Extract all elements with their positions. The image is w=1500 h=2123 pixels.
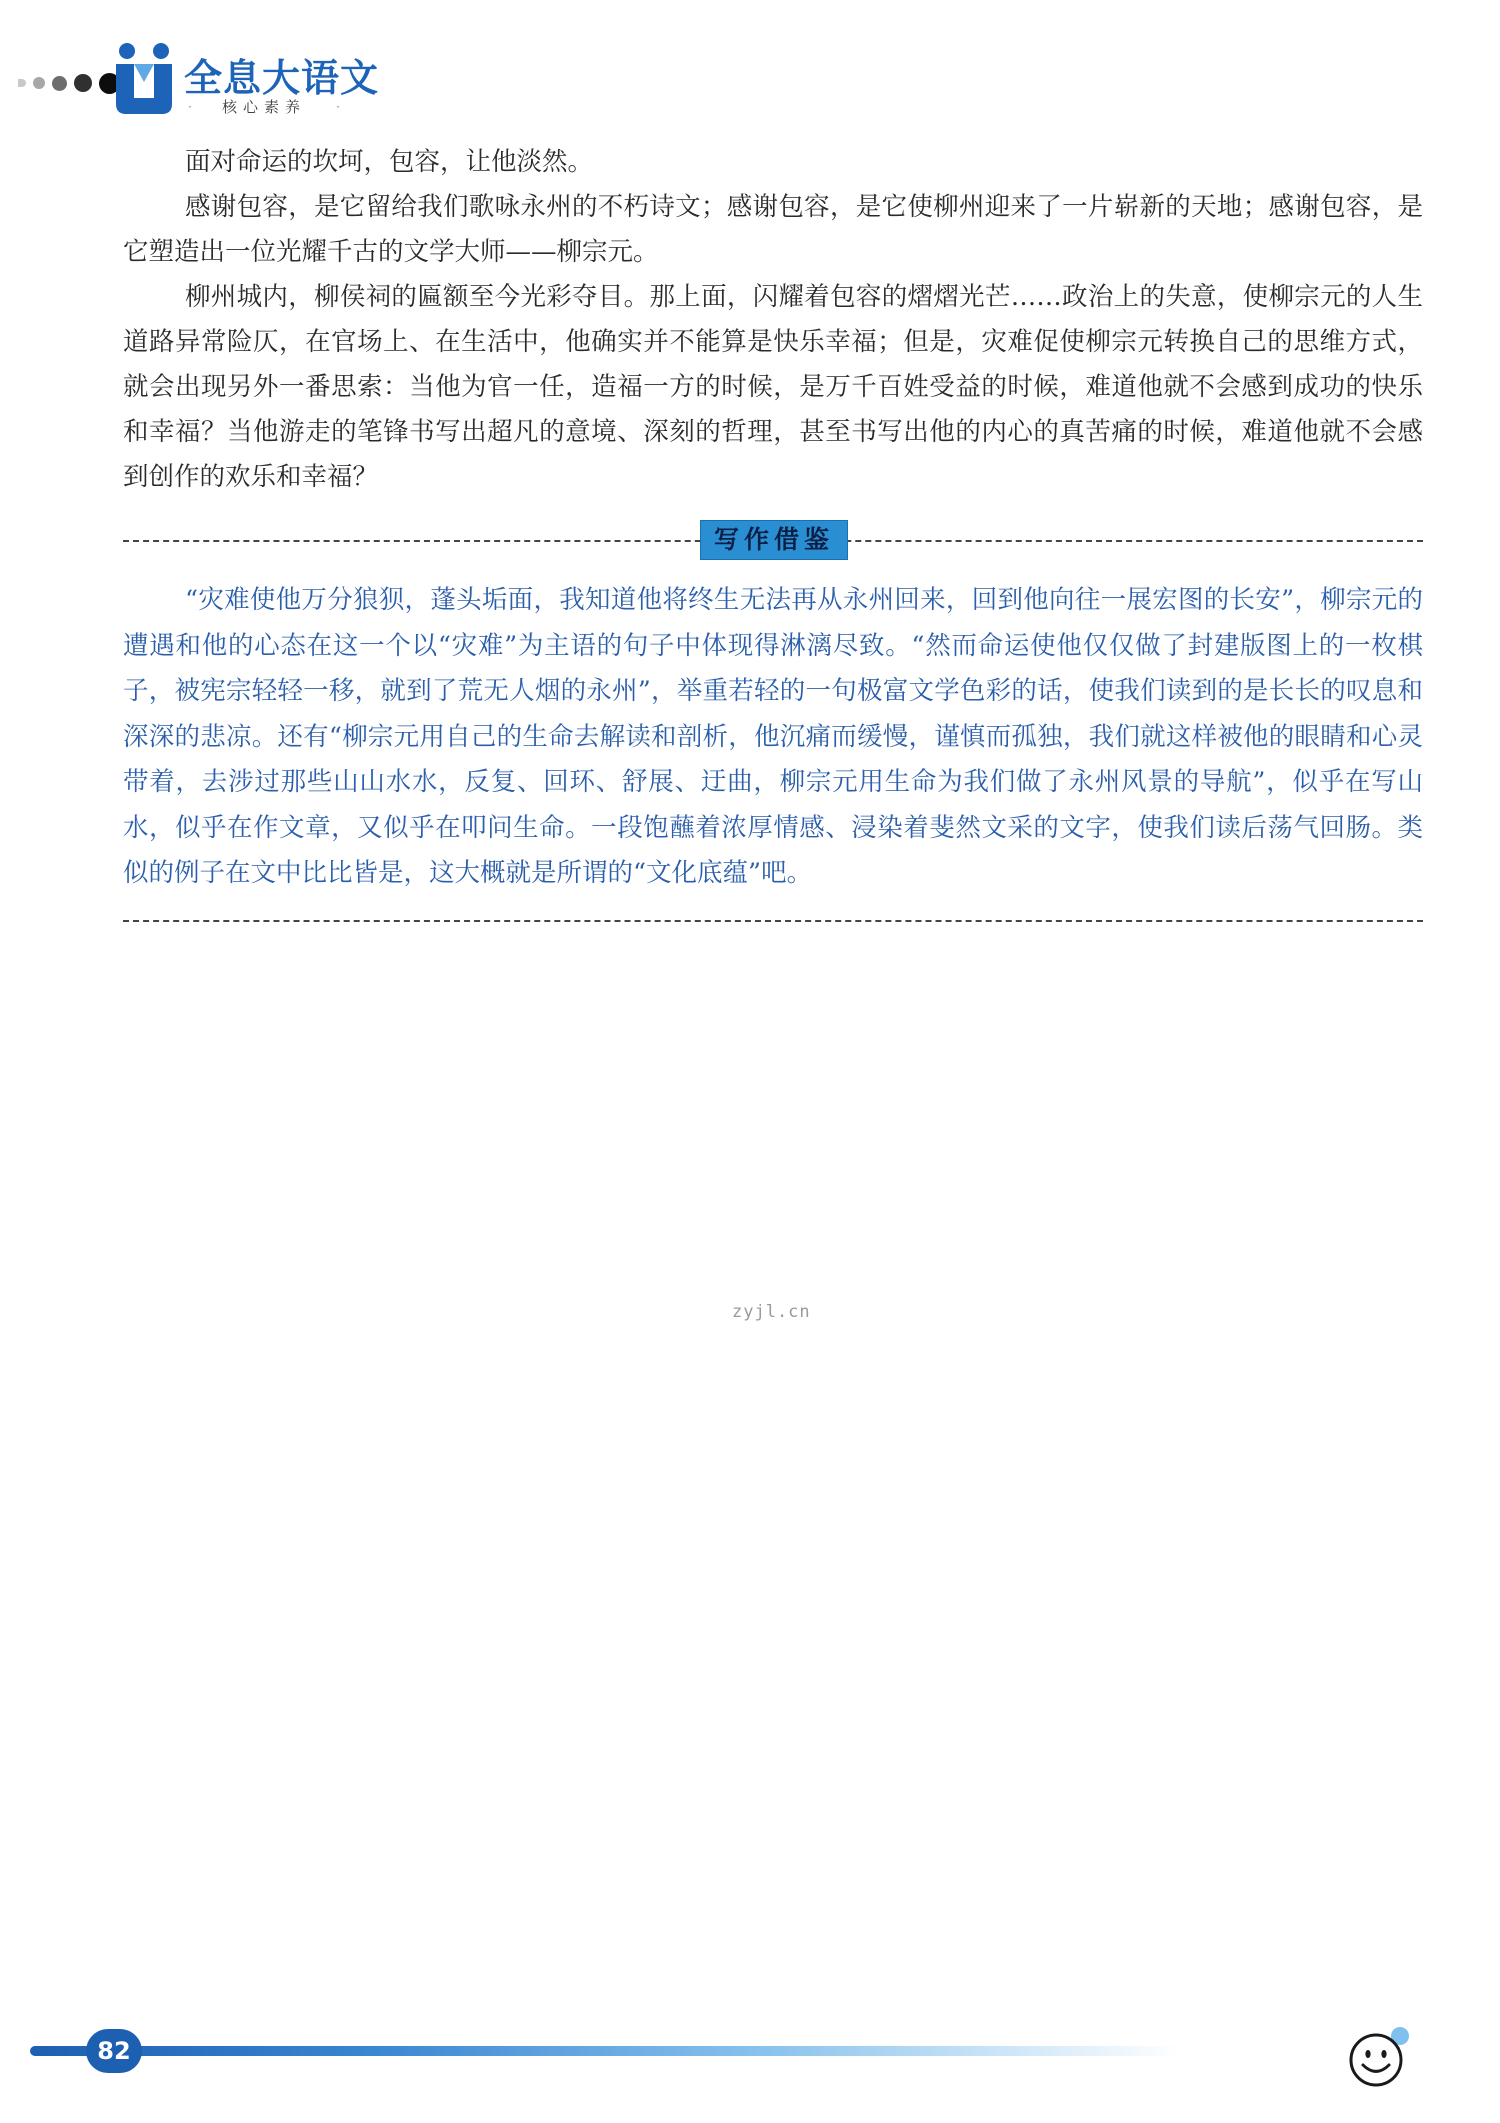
- writing-reference: [123, 578, 1423, 897]
- decorative-dots: [18, 72, 120, 94]
- watermark: zyjl.cn: [732, 1302, 811, 1322]
- section-divider-bottom: [123, 920, 1423, 922]
- passage: [123, 140, 1423, 500]
- writing-reference-paragraph: “灾难使他万分狼狈，蓬头垢面，我知道他将终生无法再从永州回来，回到他向往一展宏图的长安”，柳宗元的遭遇和他的心态在这一个以“灾难”为主语的句子中体现得淋漓尽致。“然而命运使他仅仅做了封建版图上的一枚棋子，被宪宗轻轻一移，就到了荒无人烟的永州”，举重若轻的一句极富文学色彩的话，使我们读到的是长长的叹息和深深的悲凉。还有“柳宗元用自己的生命去解读和剖析，他沉痛而缓慢，谨慎而孤独，我们就这样被他的眼睛和心灵带着，去涉过那些山山水水，反复、回环、舒展、迂曲，柳宗元用生命为我们做了永州风景的导航”，似乎在写山水，似乎在作文章，又似乎在叩问生命。一段饱蘸着浓厚情感、浸染着斐然文采的文字，使我们读后荡气回肠。类似的例子在文中比比皆是，这大概就是所谓的“文化底蕴”吧。: [123, 585, 1423, 888]
- brand-subtitle: [188, 96, 340, 117]
- page-header: [18, 42, 478, 122]
- passage-paragraph: 面对命运的坎坷，包容，让他淡然。: [185, 147, 594, 177]
- passage-paragraph: 柳州城内，柳侯祠的匾额至今光彩夺目。那上面，闪耀着包容的熠熠光芒……政治上的失意，使柳宗元的人生道路异常险仄，在官场上、在生活中，他确实并不能算是快乐幸福；但是，灾难促使柳宗元转换自己的思维方式，就会出现另外一番思索：当他为官一任，造福一方的时候，是万千百姓受益的时候，难道他就不会感到成功的快乐和幸福？当他游走的笔锋书写出超凡的意境、深刻的哲理，甚至书写出他的内心的真苦痛的时候，难道他就不会感到创作的欢乐和幸福？: [123, 282, 1423, 492]
- dot: [52, 76, 67, 91]
- brand-title: 全息大语文: [184, 56, 380, 100]
- section-label: 写作借鉴: [700, 520, 848, 560]
- footer-bar: [30, 2046, 1180, 2056]
- passage-paragraph: 感谢包容，是它留给我们歌咏永州的不朽诗文；感谢包容，是它使柳州迎来了一片崭新的天地；感谢包容，是它塑造出一位光耀千古的文学大师——柳宗元。: [123, 192, 1423, 267]
- smiley-icon: [1346, 2026, 1412, 2090]
- logo-mark-icon: [110, 42, 178, 116]
- subtitle-tick: ·: [188, 99, 192, 114]
- brand-subtitle-text: 核心素养: [221, 98, 306, 116]
- subtitle-tick: ·: [336, 99, 340, 114]
- page-number: 82: [86, 2029, 142, 2073]
- dot: [33, 77, 45, 89]
- dot: [74, 74, 92, 92]
- dot: [18, 79, 26, 87]
